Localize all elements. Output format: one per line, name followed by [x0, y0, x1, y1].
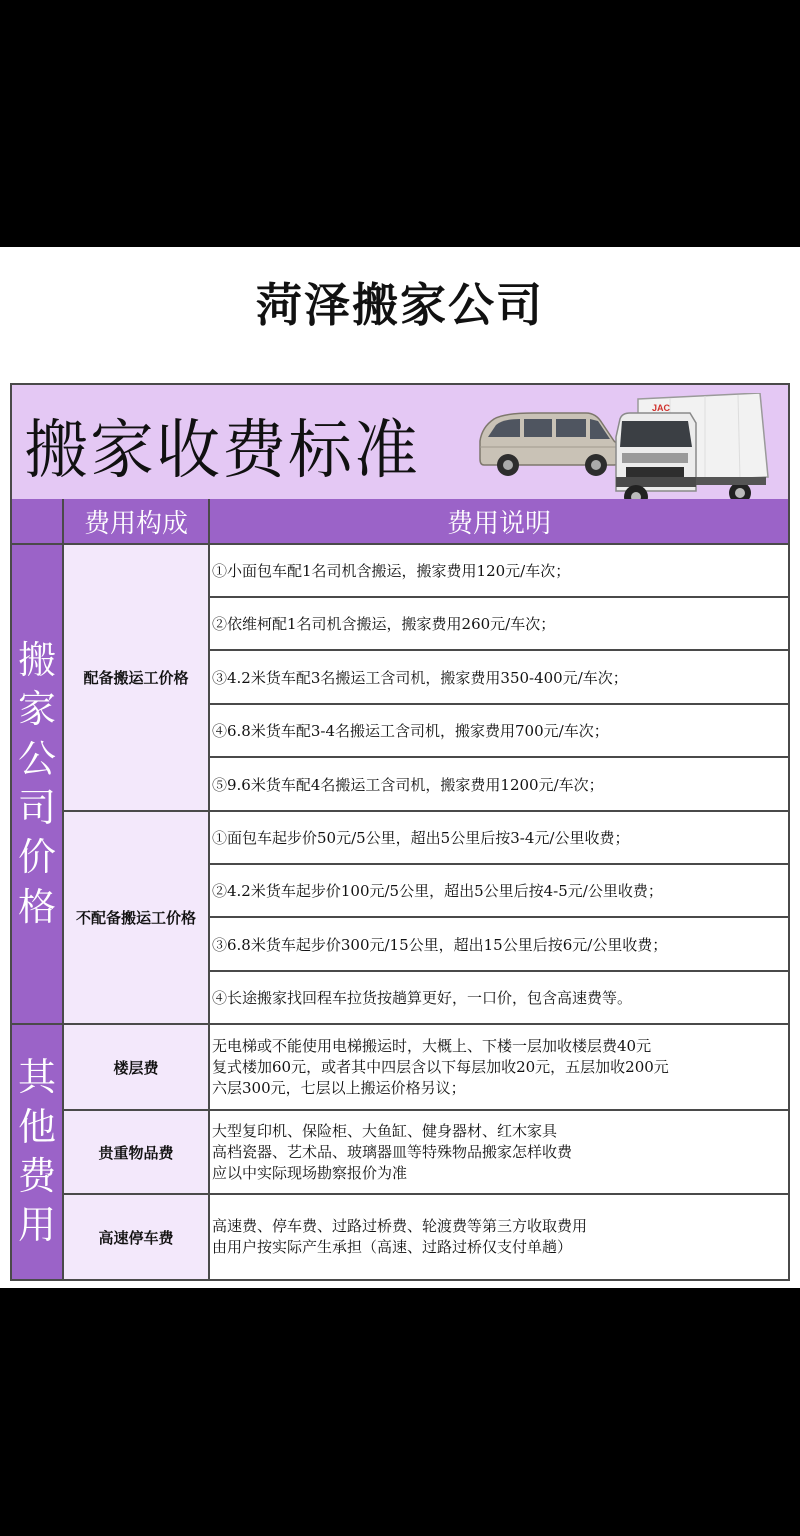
description-line: 无电梯或不能使用电梯搬运时，大概上、下楼一层加收楼层费40元 [212, 1036, 652, 1055]
side-label-moving-price [12, 545, 64, 1025]
price-row: ③6.8米货车起步价300元/15公里，超出15公里后按6元/公里收费； [210, 918, 788, 972]
price-row: ④6.8米货车配3-4名搬运工含司机，搬家费用700元/车次； [210, 705, 788, 758]
banner [12, 385, 788, 501]
description-line: 应以中实际现场勘察报价为准 [212, 1163, 408, 1182]
description-line: 由用户按实际产生承担（高速、过路过桥仅支付单趟） [212, 1238, 573, 1256]
side-char: 费 [17, 1154, 56, 1198]
banner-title: 搬家收费标准 [24, 414, 420, 488]
category-floor-fee: 楼层费 [64, 1025, 210, 1111]
side-char: 他 [17, 1104, 56, 1149]
description-line: 六层300元，七层以上搬运价格另议； [212, 1078, 466, 1097]
description-line: 高速费、停车费、过路过桥费、轮渡费等第三方收取费用 [212, 1217, 588, 1235]
header-fee-composition: 费用构成 [64, 499, 210, 545]
price-row: ③4.2米货车配3名搬运工含司机，搬家费用350-400元/车次； [210, 651, 788, 705]
side-char: 搬 [17, 637, 56, 682]
company-title: 菏泽搬家公司 [256, 278, 544, 332]
floor-fee-description [210, 1025, 788, 1111]
price-row: ⑤9.6米货车配4名搬运工含司机，搬家费用1200元/车次； [210, 758, 788, 812]
price-row: ②4.2米货车起步价100元/5公里，超出5公里后按4-5元/公里收费； [210, 865, 788, 918]
valuables-fee-description [210, 1111, 788, 1195]
category-with-movers: 配备搬运工价格 [64, 545, 210, 812]
side-char: 价 [17, 835, 56, 880]
side-char: 公 [17, 736, 56, 781]
side-char: 格 [17, 884, 56, 929]
description-line: 大型复印机、保险柜、大鱼缸、健身器材、红木家具 [212, 1121, 558, 1140]
side-char: 其 [17, 1055, 56, 1100]
truck-image [610, 393, 772, 513]
description-line: 复式楼加60元，或者其中四层含以下每层加收20元，五层加收200元 [212, 1057, 669, 1076]
side-label-other-fees [12, 1025, 64, 1279]
truck-brand-label: JAC [652, 403, 671, 413]
price-row: ①小面包车配1名司机含搬运，搬家费用120元/车次； [210, 545, 788, 598]
price-poster [10, 383, 790, 1281]
side-char: 司 [17, 786, 56, 830]
header-fee-description: 费用说明 [210, 499, 788, 545]
category-without-movers: 不配备搬运工价格 [64, 812, 210, 1025]
highway-fee-description [210, 1195, 788, 1279]
price-row: ④长途搬家找回程车拉货按趟算更好，一口价，包含高速费等。 [210, 972, 788, 1025]
price-row: ②依维柯配1名司机含搬运，搬家费用260元/车次； [210, 598, 788, 651]
van-image [474, 407, 624, 479]
category-valuables-fee: 贵重物品费 [64, 1111, 210, 1195]
price-sheet [0, 247, 800, 1288]
category-highway-parking-fee: 高速停车费 [64, 1195, 210, 1279]
header-corner [12, 499, 64, 545]
side-char: 用 [17, 1203, 56, 1248]
side-char: 家 [17, 687, 56, 732]
price-row: ①面包车起步价50元/5公里，超出5公里后按3-4元/公里收费； [210, 812, 788, 865]
description-line: 高档瓷器、艺术品、玻璃器皿等特殊物品搬家怎样收费 [212, 1142, 573, 1161]
